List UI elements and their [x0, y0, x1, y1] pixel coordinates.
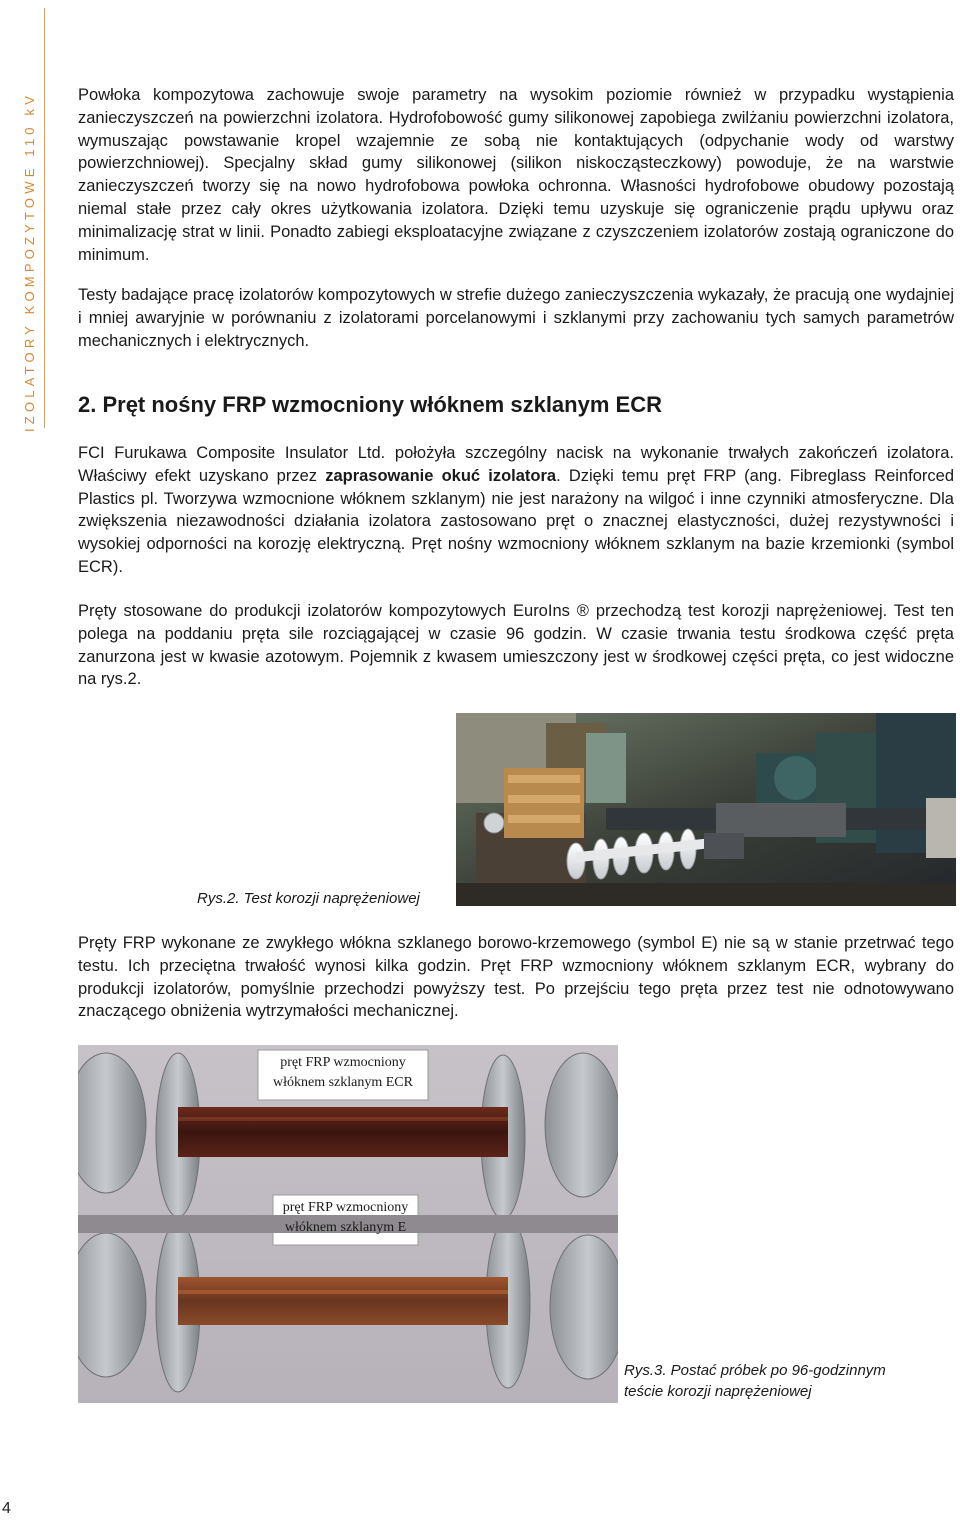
figure-3-caption-line1: Rys.3. Postać próbek po 96-godzinnym	[624, 1362, 886, 1379]
label-card-e	[273, 1198, 418, 1238]
figure-2-photo	[456, 713, 956, 906]
page-number: 4	[2, 1500, 11, 1517]
paragraph-frp-rod-part1: FCI Furukawa Composite Insulator Ltd. położyła szczególny nacisk na wykonanie trwałych zakończeń izolatora. Właściwy efekt uzyskano przez	[78, 444, 954, 485]
label-card-e-line2: włóknem szklanym E	[284, 1220, 407, 1235]
label-card-ecr-line1: pręt FRP wzmocniony	[280, 1055, 406, 1070]
label-card-ecr	[258, 1053, 428, 1093]
figure-3-photo	[78, 1045, 618, 1403]
section-heading: 2. Pręt nośny FRP wzmocniony włóknem szklanym ECR	[78, 392, 662, 417]
paragraph-hydrophobicity: Powłoka kompozytowa zachowuje swoje parametry na wysokim poziomie również w przypadku wystąpienia zanieczyszczeń na powierzchni izolatora. Hydrofobowość gumy silikonowej zapobiega zwilżaniu powierzchni izolatora, wymuszając powstawanie kropel wzajemnie ze sobą nie kontaktujących (odpychanie wody od warstwy powierzchniowej). Specjalny skład gumy silikonowej (silikon niskocząsteczkowy) powoduje, że na warstwie zanieczyszczeń tworzy się na nowo hydrofobowa powłoka ochronna. Własności hydrofobowe obudowy pozostają niemal stałe przez cały okres użytkowania izolatora. Dzięki temu uzyskuje się ograniczenie prądu upływu oraz minimalizację strat w linii. Ponadto zabiegi eksploatacyjne związane z czyszczeniem izolatorów zostają ograniczone do minimum.	[78, 86, 954, 264]
paragraph-frp-rod	[78, 442, 954, 579]
paragraph-stress-corrosion: Pręty stosowane do produkcji izolatorów kompozytowych EuroIns ® przechodzą test korozji naprężeniowej. Test ten polega na poddaniu pręta sile rozciągającej w czasie 96 godzin. W czasie trwania testu środkowa część pręta zanurzona jest w kwasie azotowym. Pojemnik z kwasem umieszczony jest w środkowej części pręta, co jest widoczne na rys.2.	[78, 602, 954, 689]
side-rule	[44, 8, 45, 428]
running-head: IZOLATORY KOMPOZYTOWE 110 kV	[22, 91, 37, 432]
figure-3-caption	[624, 1360, 886, 1402]
paragraph-frp-rod-bold: zaprasowanie okuć izolatora	[325, 466, 557, 485]
figure-3-caption-line2: teście korozji naprężeniowej	[624, 1383, 812, 1400]
figure-2-caption: Rys.2. Test korozji naprężeniowej	[197, 890, 420, 907]
label-card-e-line1: pręt FRP wzmocniony	[282, 1200, 409, 1215]
paragraph-e-glass: Pręty FRP wykonane ze zwykłego włókna szklanego borowo-krzemowego (symbol E) nie są w stanie przetrwać tego testu. Ich przeciętna trwałość wynosi kilka godzin. Pręt FRP wzmocniony włóknem szklanym ECR, wybrany do produkcji izolatorów, pomyślnie przechodzi powyższy test. Po przejściu tego pręta przez test nie odnotowywano znaczącego obniżenia wytrzymałości mechanicznej.	[78, 934, 954, 1021]
paragraph-frp-rod-part2: . Dzięki temu pręt FRP (ang. Fibreglass Reinforced Plastics pl. Tworzywa wzmocnione włóknem szklanym) nie jest narażony na wilgoć i inne czynniki atmosferyczne. Dla zwiększenia niezawodności działania izolatora zastosowano pręt o znacznej elastyczności, dużej rezystywności i wysokiej odporności na korozję elektryczną. Pręt nośny wzmocniony włóknem szklanym na bazie krzemionki (symbol ECR).	[78, 466, 954, 576]
paragraph-pollution-tests: Testy badające pracę izolatorów kompozytowych w strefie dużego zanieczyszczenia wykazały, że pracują one wydajniej i mniej awaryjnie w porównaniu z izolatorami porcelanowymi i szklanymi przy zachowaniu tych samych parametrów mechanicznych i elektrycznych.	[78, 286, 954, 350]
label-card-ecr-line2: włóknem szklanym ECR	[273, 1075, 413, 1090]
